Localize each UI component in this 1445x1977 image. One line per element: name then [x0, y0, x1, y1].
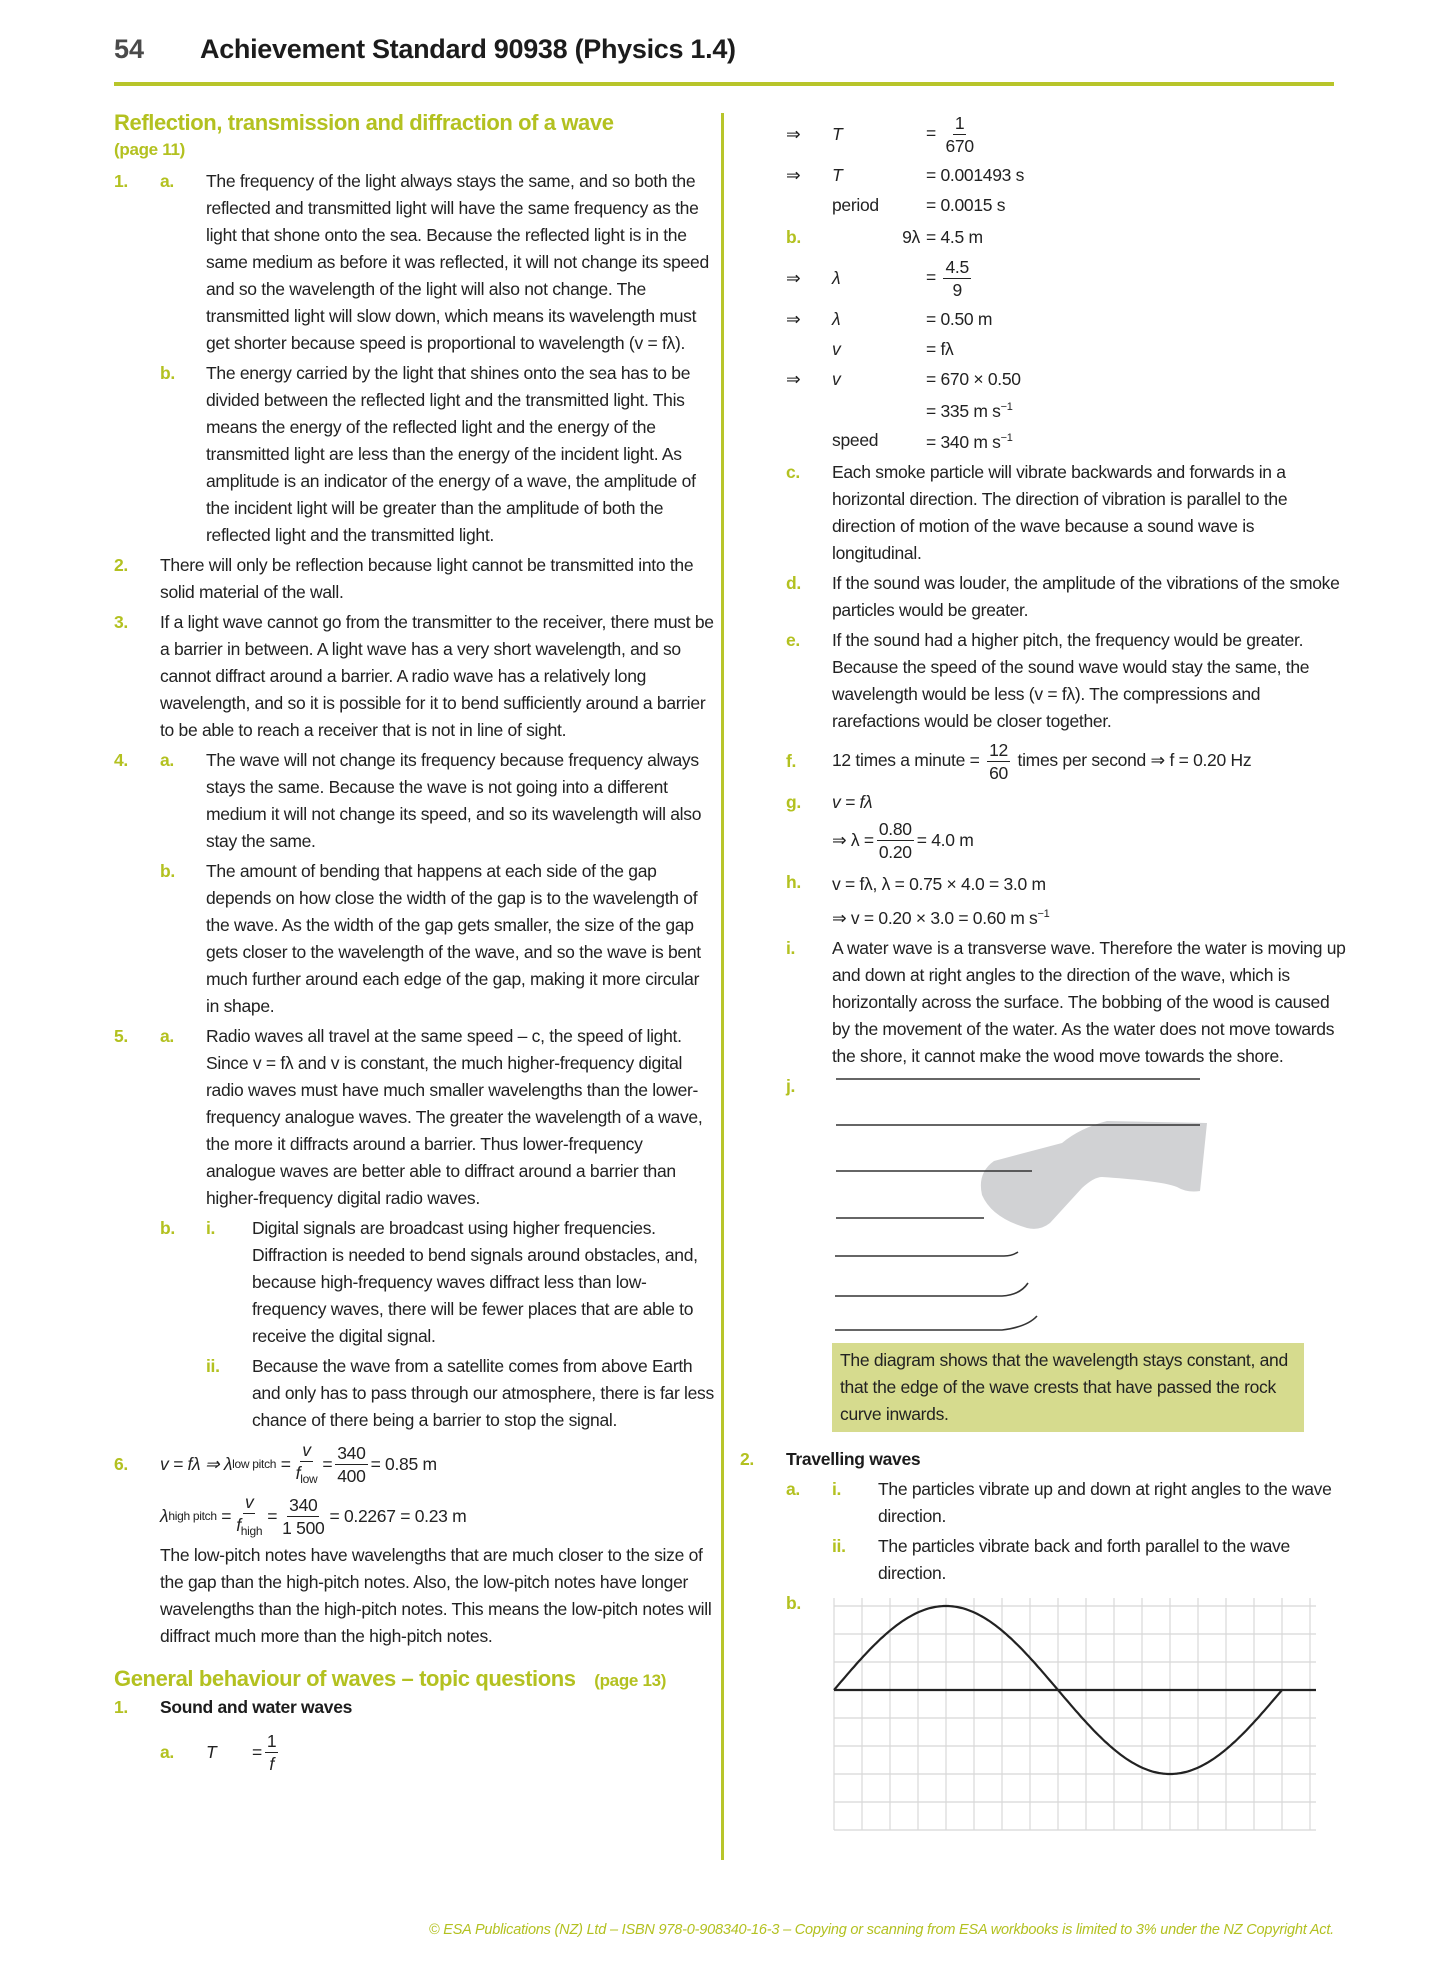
q1a-continued [786, 108, 1346, 220]
q5bi-text: Digital signals are broadcast using higher frequencies. Diffraction is needed to bend signals around obstacles, and, because high-frequency waves diffract less than low-frequency waves, there will be fewer places that are able to receive the digital signal. [252, 1218, 698, 1346]
eq-rhs [926, 336, 1346, 363]
rhs-text: = 0.001493 s [926, 164, 1025, 185]
q5bii-text: Because the wave from a satellite comes from above Earth and only has to pass through our atmosphere, there is far less chance of there being a barrier to stop the signal. [252, 1356, 714, 1430]
q3-text: If a light wave cannot go from the transmitter to the receiver, there must be a barrier in between. A light wave has a very short wavelength, and so cannot diffract around a barrier. A radio wave has a relatively long wavelength, and so it is possible for it to bend sufficiently around a barrier to be able to reach a receiver that is not in line of sight. [160, 612, 714, 740]
q2-title: Travelling waves [786, 1449, 921, 1470]
g-line1: v = fλ [832, 791, 873, 812]
q1b-text: The energy carried by the light that shines onto the sea has to be divided between the reflected light and the transmitted light. This means the energy of the reflected light and the energy of the transmitted light are less than the energy of the incident light. As amplitude is an indicator of the energy of a wave, the amplitude of the incident light will be greater than the amplitude of both the reflected light and the transmitted light. [206, 363, 696, 545]
fraction [877, 818, 914, 863]
eq-lhs: speed [832, 429, 879, 450]
implies-arrow: ⇒ [786, 267, 801, 288]
q4b [114, 858, 714, 1020]
frac-num: 12 [989, 740, 1008, 761]
b-lines [786, 222, 1346, 456]
q-number: 5. [114, 1026, 128, 1046]
q6-line2: λ high pitch = $\frac{v}{f_{high}}$ = $\frac{340}{1 500}$ = 0.2267 = 0.23 m [160, 1490, 714, 1542]
q5bii [114, 1353, 714, 1434]
frac-num: 1 [266, 1730, 277, 1751]
eq-lhs: period [832, 194, 879, 215]
q-part-label: d. [786, 572, 801, 593]
r-g [786, 789, 1346, 866]
fraction [265, 1730, 278, 1775]
q-part-label: b. [786, 227, 801, 247]
travelling-wave-graph [832, 1596, 1332, 1846]
eq-rhs: = $\frac{4.5}{9}$ [926, 256, 969, 300]
h-line1: v = fλ, λ = 0.75 × 4.0 = 3.0 m [832, 873, 1046, 894]
q-part-label: a. [160, 1741, 174, 1762]
s2-q1-title: Sound and water waves [160, 1697, 353, 1717]
wavefront-curved [835, 1316, 1037, 1330]
q-subpart-label: i. [206, 1218, 216, 1238]
frac-num: 1 [954, 112, 965, 133]
h-line2-sup: −1 [1037, 907, 1050, 920]
q-number: 2. [114, 555, 128, 575]
frac-den-sub: low [300, 1471, 318, 1486]
rhs-text: = 670 × 0.50 [926, 368, 1021, 389]
q3 [114, 609, 714, 744]
r-c [786, 459, 1346, 567]
frac-den: 60 [989, 763, 1008, 784]
q-subpart-label: i. [832, 1479, 842, 1500]
eq-rhs [926, 394, 1346, 425]
eq-lhs: T [832, 123, 843, 144]
fraction [943, 112, 975, 157]
eq-lhs: v [832, 368, 841, 389]
q-number: 3. [114, 612, 128, 632]
q-part-label: b. [160, 1218, 175, 1238]
eq-lhs: λ [832, 308, 841, 329]
g-line2 [832, 816, 1346, 866]
r-i [786, 935, 1346, 1070]
wavefront-curved [835, 1283, 1028, 1296]
fraction [987, 739, 1010, 784]
g-prefix: ⇒ λ = [832, 830, 874, 851]
eq-lhs: T [832, 164, 843, 185]
q-number: 4. [114, 750, 128, 770]
r-q2ai [786, 1476, 1346, 1530]
q-number: 6. [114, 1454, 128, 1474]
q-part-label: g. [786, 791, 801, 812]
implies-arrow: ⇒ [786, 308, 801, 329]
eq-rhs [926, 306, 1346, 333]
s2-q1 [114, 1694, 714, 1721]
eq-lhs: λ [832, 267, 841, 288]
rhs-text: = fλ [926, 338, 954, 359]
q4a-text: The wave will not change its frequency because frequency always stays the same. Because the wave is not going into a different medium it will not change its speed, and so its wavelength will also stay the same. [206, 750, 702, 851]
q-part-label: f. [786, 751, 797, 772]
eq-rhs [926, 425, 1346, 456]
eq-lhs: v [832, 338, 841, 359]
q5a-text: Radio waves all travel at the same speed – c, the speed of light. Since v = fλ and v is constant, the much higher-frequency digital radio waves must have much smaller wavelengths than the lower-frequency analogue waves. The greater the wavelength of a wave, the more it diffracts around a barrier. Thus lower-frequency analogue waves are better able to diffract around a barrier than higher-frequency digital radio waves. [206, 1026, 703, 1208]
i-text: A water wave is a transverse wave. Therefore the water is moving up and down at right angles to the direction of the wave, which is horizontally across the surface. The bobbing of the wood is caused by the movement of the water. As the water does not move towards the shore, it cannot make the wood move towards the shore. [832, 938, 1346, 1067]
eq-rhs [926, 192, 1346, 219]
frac-num: v [244, 1491, 254, 1512]
implies-arrow: ⇒ [786, 123, 801, 144]
fraction [280, 1494, 326, 1539]
q2-text: There will only be reflection because light cannot be transmitted into the solid material of the wall. [160, 555, 694, 602]
rhs-text: = 0.50 m [926, 308, 993, 329]
q-number: 1. [114, 1697, 128, 1717]
frac-den: 0.20 [878, 842, 912, 863]
section-title-reflection: Reflection, transmission and diffraction of a wave [114, 110, 614, 135]
q6-l1-result: = 0.85 m [370, 1453, 437, 1474]
q4a [114, 747, 714, 855]
q-part-label: b. [786, 1593, 801, 1614]
q-number: 2. [740, 1449, 754, 1470]
eq-lhs: 9λ [902, 226, 920, 247]
q6-l2-result: = 0.2267 = 0.23 m [329, 1505, 467, 1526]
frac-den: f [295, 1462, 301, 1483]
section-page-ref: (page 11) [114, 140, 185, 159]
r-d [786, 570, 1346, 624]
g-suffix: = 4.0 m [916, 830, 974, 851]
q2aii-text: The particles vibrate back and forth parallel to the wave direction. [878, 1536, 1290, 1584]
q6-l2-prefix: λ [160, 1505, 169, 1526]
rhs-text: = 335 m s [926, 400, 1001, 421]
rhs-text: = 340 m s [926, 431, 1001, 452]
q4b-text: The amount of bending that happens at each side of the gap depends on how close the width of the gap is to the wavelength of the wave. As the width of the gap gets smaller, the size of the gap gets closer to the wavelength of the wave, and so the wave is bent much further around each edge of the gap, making it more circular in shape. [206, 861, 701, 1016]
q6-line1: v = fλ ⇒ λ low pitch = $\frac{v}{f_{low}}$ = $\frac{340}{400}$ = 0.85 m [160, 1438, 714, 1490]
q-part-label: c. [786, 461, 800, 482]
q-part-label: e. [786, 629, 800, 650]
q6-l1-prefix: v = fλ ⇒ λ [160, 1453, 233, 1474]
right-column [740, 108, 1346, 1849]
frac-den: 1 500 [282, 1517, 325, 1538]
frac-num: 340 [289, 1494, 318, 1515]
equation-line [786, 394, 1346, 425]
h-line2 [832, 899, 1346, 933]
q1b [114, 360, 714, 549]
f-suffix: times per second ⇒ f = 0.20 Hz [1017, 750, 1252, 771]
column-divider [721, 113, 724, 1860]
q1a [114, 168, 714, 357]
equation-line [786, 304, 1346, 334]
frac-den: 670 [945, 135, 974, 156]
q2ai-text: The particles vibrate up and down at right angles to the wave direction. [878, 1479, 1332, 1527]
equation-line [786, 190, 1346, 220]
q-part-label: a. [786, 1479, 800, 1500]
r-h [786, 869, 1346, 933]
eq-rhs [926, 162, 1346, 189]
s2-q1a: a. T = $\frac{1}{f}$ [160, 1730, 277, 1774]
rhs-text: = 0.0015 s [926, 194, 1006, 215]
q2 [114, 552, 714, 606]
frac-den: f [236, 1514, 241, 1535]
rock [981, 1121, 1207, 1229]
eq-rhs [926, 224, 1346, 251]
q6-l2-sub: high pitch [168, 1508, 217, 1523]
q6 [114, 1438, 714, 1650]
q5bi [114, 1215, 714, 1350]
h-line2-text: ⇒ v = 0.20 × 3.0 = 0.60 m s [832, 907, 1038, 928]
equation-line [786, 334, 1346, 364]
fraction [294, 1439, 320, 1490]
r-f [786, 738, 1346, 786]
frac-num: v [302, 1439, 311, 1460]
page-number: 54 [114, 34, 145, 64]
implies-arrow: ⇒ [786, 368, 801, 389]
f-prefix: 12 times a minute = [832, 750, 980, 771]
r-j [786, 1073, 1346, 1333]
q6-text: The low-pitch notes have wavelengths that are much closer to the size of the gap than the high-pitch notes. Also, the low-pitch notes have longer wavelengths than the high-pitch notes. This means the low-pitch notes will diffract much more than the high-pitch notes. [160, 1545, 712, 1646]
frac-den: f [269, 1753, 274, 1774]
frac-num: 4.5 [945, 256, 969, 277]
r-e [786, 627, 1346, 735]
e-text: If the sound had a higher pitch, the frequency would be greater. Because the speed of the sound wave would stay the same, the wavelength would be less (v = fλ). The compressions and rarefactions would be closer together. [832, 629, 1310, 731]
q-part-label: a. [160, 171, 174, 191]
diffraction-diagram [832, 1073, 1232, 1333]
q-subpart-label: ii. [832, 1536, 846, 1557]
frac-den: 9 [952, 279, 962, 300]
equation-line [786, 108, 1346, 160]
section2-heading [114, 1664, 714, 1694]
page-title: Achievement Standard 90938 (Physics 1.4) [200, 34, 736, 64]
implies-arrow: ⇒ [786, 164, 801, 185]
superscript: −1 [1000, 431, 1013, 444]
diagram-explanation-callout: The diagram shows that the wavelength stays constant, and that the edge of the wave crests that have passed the rock curve inwards. [832, 1343, 1304, 1432]
q-subpart-label: ii. [206, 1356, 220, 1376]
q-part-label: a. [160, 1026, 174, 1046]
rhs-text: = 4.5 m [926, 226, 983, 247]
frac-num: 340 [337, 1442, 366, 1463]
r-q2b [786, 1590, 1346, 1846]
superscript: −1 [1000, 401, 1013, 413]
frac-den-sub: high [240, 1523, 263, 1538]
q-part-label: b. [160, 363, 175, 383]
left-column [114, 108, 714, 1780]
r-q2aii [786, 1533, 1346, 1587]
d-text: If the sound was louder, the amplitude of the vibrations of the smoke particles would be greater. [832, 572, 1340, 620]
frac-den: 400 [337, 1465, 366, 1486]
equation-line [786, 160, 1346, 190]
fraction [335, 1442, 367, 1487]
q-number: 1. [114, 171, 128, 191]
q-part-label: a. [160, 750, 174, 770]
q5a [114, 1023, 714, 1212]
eq-rhs: = $\frac{1}{670}$ [926, 112, 974, 156]
q-part-label: b. [160, 861, 175, 881]
frac-num: 0.80 [878, 819, 912, 840]
c-text: Each smoke particle will vibrate backwards and forwards in a horizontal direction. The direction of vibration is parallel to the direction of motion of the wave because a sound wave is longitudinal. [832, 461, 1288, 563]
q6-l1-sub: low pitch [232, 1456, 277, 1471]
fraction [234, 1491, 264, 1542]
q1b-working [786, 222, 1346, 456]
q-part-label: j. [786, 1076, 796, 1097]
equation-line [786, 252, 1346, 304]
q-part-label: h. [786, 871, 801, 892]
q-part-label: i. [786, 938, 796, 959]
equation-line [786, 425, 1346, 456]
section-page-ref: (page 13) [594, 1671, 667, 1690]
section-title-general: General behaviour of waves – topic questions [114, 1666, 576, 1691]
eq-lhs: T [206, 1741, 217, 1762]
equation-line [786, 364, 1346, 394]
wavefront-curved [835, 1252, 1018, 1256]
page-header [114, 34, 1334, 86]
r-q2 [740, 1446, 1346, 1473]
copyright-footer: © ESA Publications (NZ) Ltd – ISBN 978-0-908340-16-3 – Copying or scanning from ESA workbooks is limited to 3% under the NZ Copyright Act. [428, 1922, 1334, 1938]
eq-rhs [926, 366, 1346, 393]
q1a-text: The frequency of the light always stays the same, and so both the reflected and transmitted light will have the same frequency as the light that shone onto the sea. Because the reflected light is in the same medium as before it was reflected, it will not change its speed and so the wavelength of the light will also not change. The transmitted light will slow down, which means its wavelength must get shorter because speed is proportional to wavelength (v = fλ). [206, 171, 709, 353]
fraction [943, 256, 970, 301]
equation-line [786, 222, 1346, 252]
